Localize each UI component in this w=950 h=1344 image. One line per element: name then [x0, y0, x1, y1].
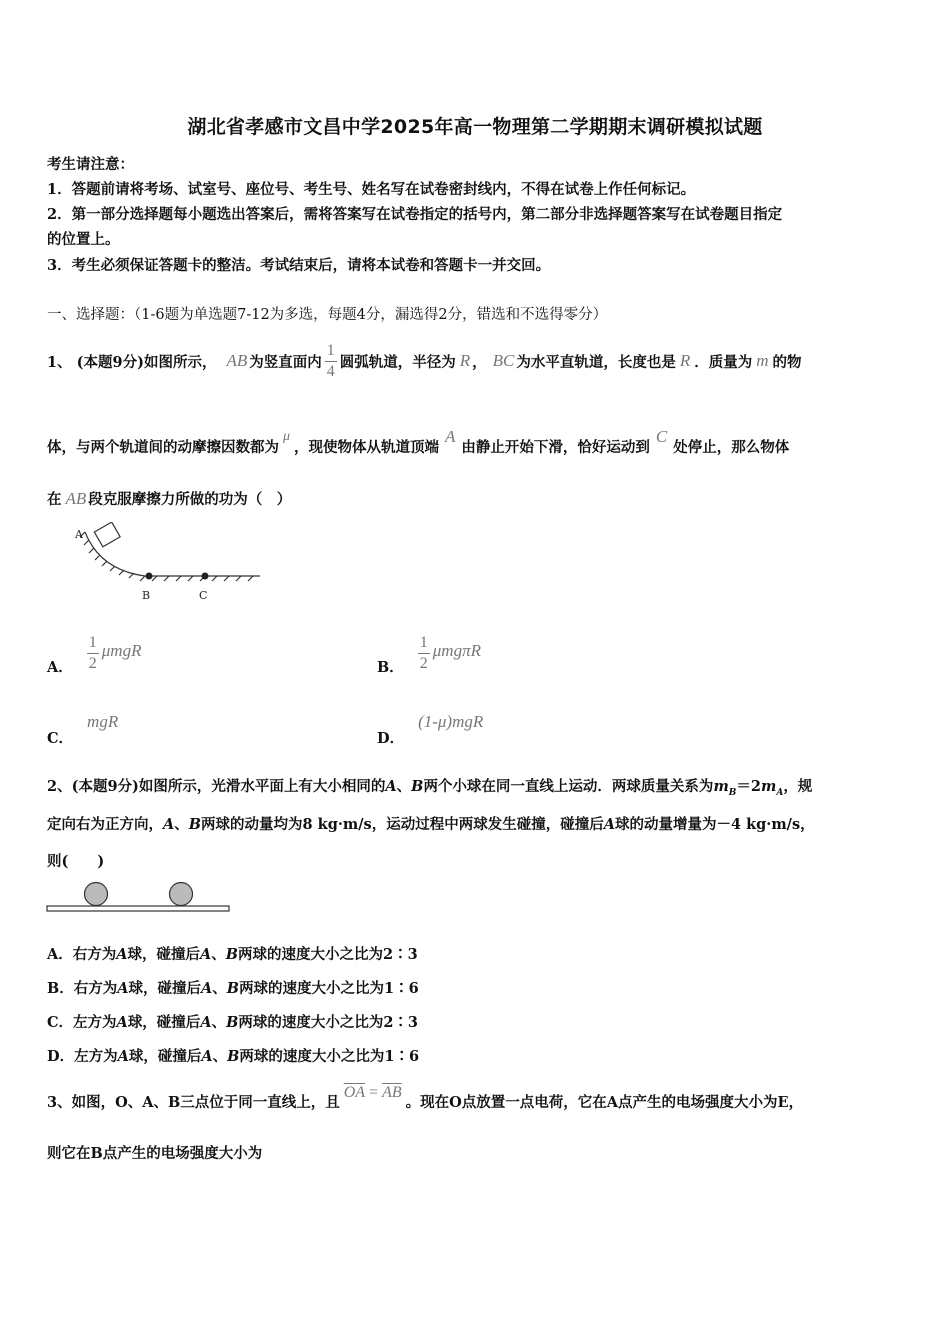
point-c-dot [202, 573, 209, 580]
q1-bc: BC [492, 351, 515, 370]
page-title: 湖北省孝感市文昌中学2025年高一物理第二学期期末调研模拟试题 [187, 116, 763, 138]
option-expr: μmgπR [432, 641, 481, 660]
q1-text: 体，与两个轨道间的动摩擦因数都为 [47, 439, 279, 456]
option-label: C． [47, 730, 74, 747]
fig-label-a: A [75, 528, 83, 541]
q3-line1 [47, 1080, 803, 1112]
q1-text: 在 [47, 491, 62, 508]
q1-text: 段克服摩擦力所做的功为（ ） [88, 491, 292, 508]
option-label: A． [47, 659, 73, 676]
notice-heading: 考生请注意： [47, 156, 134, 173]
q1-option-a[interactable] [47, 629, 141, 677]
q1-text: 1、 (本题9分)如图所示， [47, 353, 217, 371]
vector-oa: $\overline{OA}$ [343, 1084, 366, 1101]
q1-text: 为水平直轨道，长度也是 [516, 353, 676, 371]
q1-ab: AB [65, 488, 87, 508]
q3-text: 。现在O点放置一点电荷，它在A点产生的电场强度大小为E， [405, 1094, 804, 1111]
notice-item: 的位置上。 [47, 231, 120, 248]
q2-line3: 则( ) [47, 853, 105, 870]
q2-line1: 2、(本题9分)如图所示，光滑水平面上有大小相同的A、B两个小球在同一直线上运动．两球质量关系为$m_B=2m_A$，规 [47, 778, 813, 798]
q1-text: 处停止，那么物体 [673, 439, 790, 456]
q1-r: R [459, 351, 471, 370]
q2-option-d[interactable]: D．左方为A球，碰撞后A、B两球的速度大小之比为1∶6 [47, 1048, 420, 1065]
point-b-dot [146, 573, 153, 580]
option-expr: mgR [87, 712, 119, 731]
section-heading: 一、选择题：（1-6题为单选题7-12为多选，每题4分，漏选得2分，错选和不选得零分） [47, 307, 608, 323]
q1-option-b[interactable] [377, 629, 481, 677]
q1-point-a: A [445, 427, 456, 446]
q1-mu: μ [283, 429, 291, 444]
option-fraction: $\frac{1}{2}$ [88, 633, 97, 672]
q1-text: ， [472, 353, 487, 371]
q1-ab: AB [226, 351, 248, 370]
vector-ab: $\overline{AB}$ [382, 1084, 402, 1101]
q1-option-c[interactable] [47, 712, 118, 748]
q1-text: ，现使物体从轨道顶端 [294, 439, 440, 456]
notice-item: 3．考生必须保证答题卡的整洁。考试结束后，请将本试卷和答题卡一并交回。 [47, 257, 551, 274]
q1-m: m [756, 351, 769, 370]
equals-sign: = [369, 1084, 379, 1101]
q2-line2: 定向右为正方向，A、B两球的动量均为8 kg·m/s，运动过程中两球发生碰撞，碰撞后A球的动量增量为－4 kg·m/s， [47, 816, 815, 833]
q1-line3 [47, 488, 291, 509]
q1-text: 由静止开始下滑，恰好运动到 [461, 439, 650, 456]
q1-point-c: C [655, 427, 668, 446]
q1-option-d[interactable] [377, 712, 483, 748]
q1-line1 [47, 335, 802, 387]
q1-text: 圆弧轨道，半径为 [339, 353, 456, 371]
option-expr: μmgR [101, 641, 142, 660]
q1-text: 的物 [772, 353, 802, 371]
q3-line2: 则它在B点产生的电场强度大小为 [47, 1145, 263, 1162]
q3-text: 3、如图，O、A、B三点位于同一直线上，且 [47, 1094, 340, 1111]
q1-text: ．质量为 [694, 353, 753, 371]
notice-item: 2．第一部分选择题每小题选出答案后，需将答案写在试卷指定的括号内，第二部分非选择题答案写在试卷题目指定 [47, 206, 783, 223]
ball-right [170, 883, 193, 906]
q1-track-figure [45, 522, 275, 604]
q2-balls-figure [45, 878, 231, 914]
option-label: D． [377, 730, 405, 747]
option-expr: (1-μ)mgR [418, 712, 484, 731]
option-fraction: $\frac{1}{2}$ [419, 633, 428, 672]
q2-option-b[interactable]: B．右方为A球，碰撞后A、B两球的速度大小之比为1∶6 [47, 980, 419, 997]
fig-label-b: B [142, 589, 151, 602]
q2-option-c[interactable]: C．左方为A球，碰撞后A、B两球的速度大小之比为2∶3 [47, 1014, 419, 1031]
q1-r2: R [679, 351, 691, 370]
q1-fraction: $\frac{1}{4}$ [326, 341, 335, 380]
q1-text: 为竖直面内 [249, 353, 322, 371]
option-label: B． [377, 659, 404, 676]
q2-option-a[interactable]: A．右方为A球，碰撞后A、B两球的速度大小之比为2∶3 [47, 946, 418, 963]
ball-left [85, 883, 108, 906]
notice-item: 1．答题前请将考场、试室号、座位号、考生号、姓名写在试卷密封线内，不得在试卷上作任何标记。 [47, 181, 696, 198]
fig-label-c: C [199, 589, 208, 602]
q1-line2 [47, 425, 789, 457]
